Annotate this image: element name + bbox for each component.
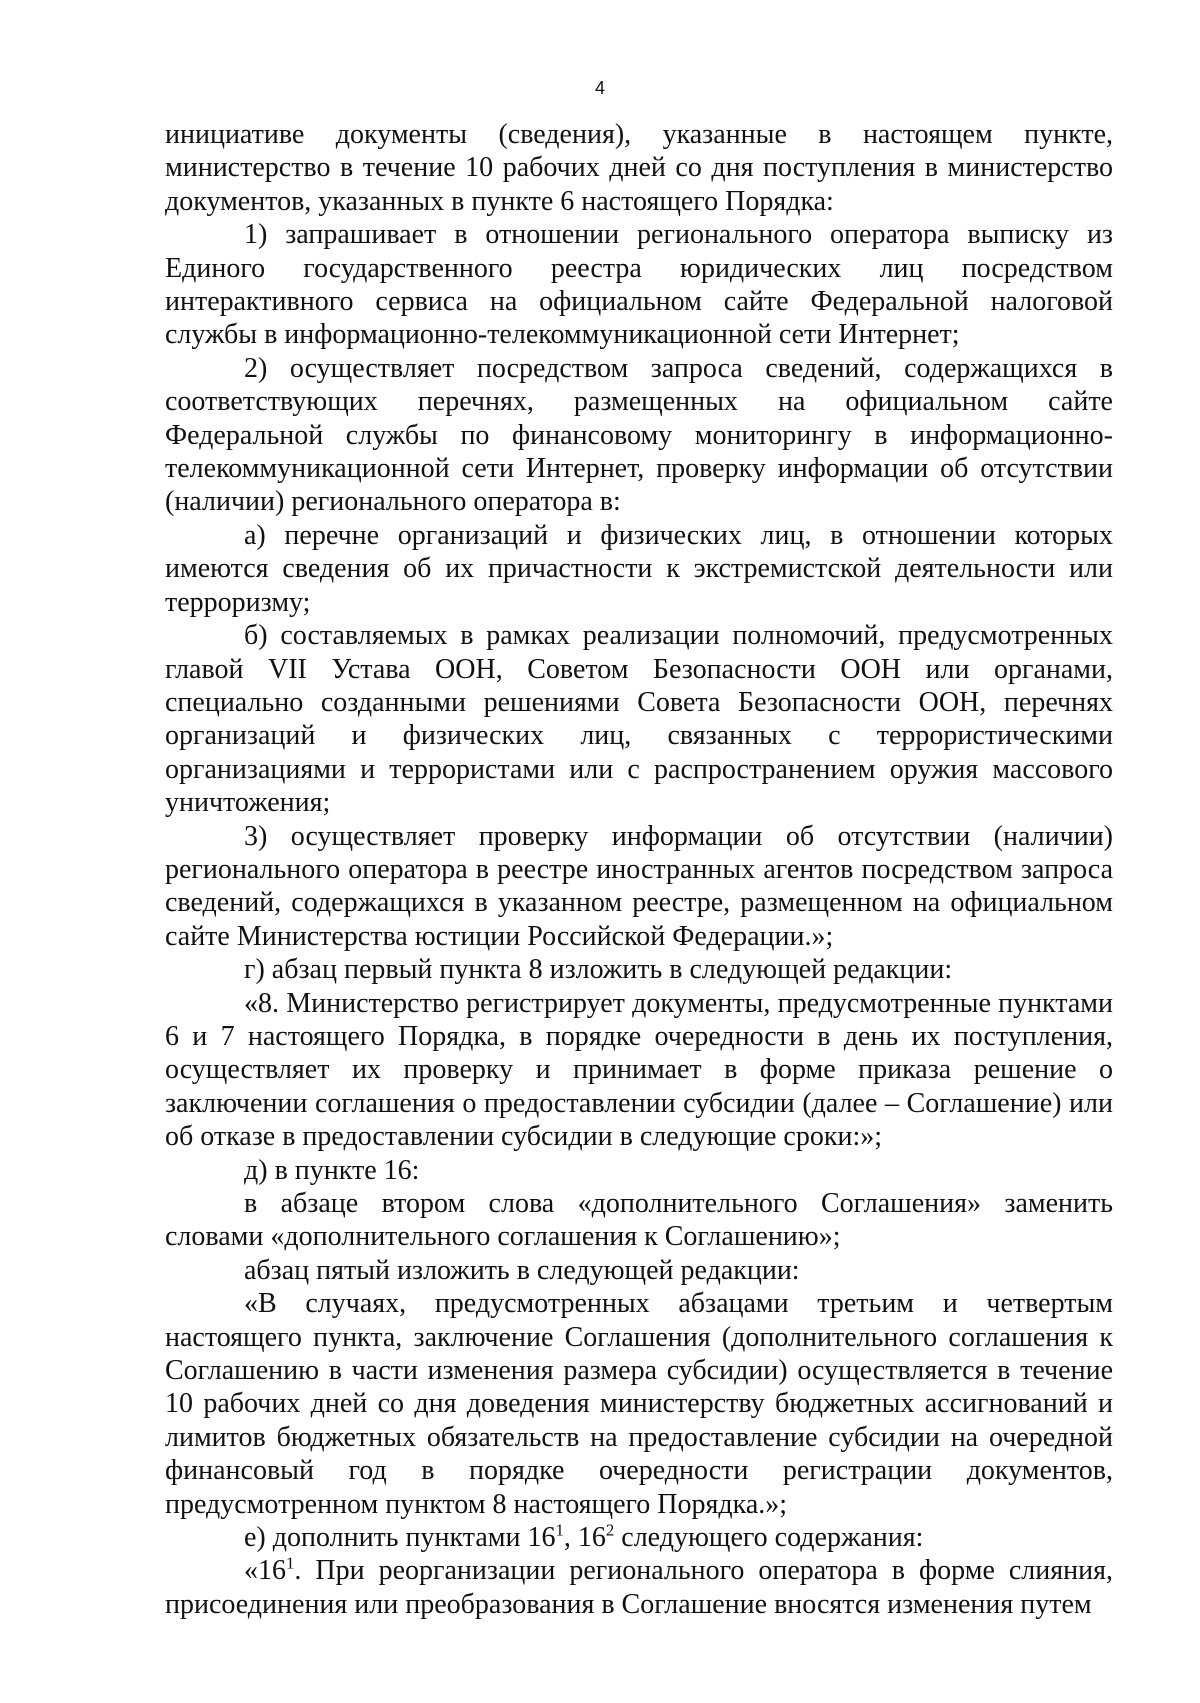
- superscript: 2: [605, 1520, 615, 1540]
- paragraph: а) перечне организаций и физических лиц, в отношении которых имеются сведения об их причастности к экстремистской деятельности или терроризму;: [165, 519, 1113, 618]
- paragraph-16-1: [165, 1554, 1113, 1621]
- paragraph: инициативе документы (сведения), указанные в настоящем пункте, министерство в течение 10 рабочих дней со дня поступления в министерство документов, указанных в пункте 6 настоящего Порядка:: [165, 119, 1113, 217]
- text-run: , 16: [563, 1522, 606, 1554]
- paragraph: 3) осуществляет проверку информации об отсутствии (наличии) регионального оператора в реестре иностранных агентов посредством запроса сведений, содержащихся в указанном реестре, размещенном на официальном сайте Министерства юстиции Российской Федерации.»;: [165, 820, 1113, 952]
- paragraph: «В случаях, предусмотренных абзацами третьим и четвертым настоящего пункта, заключение Соглашения (дополнительного соглашения к Соглашению в части изменения размера субсидии) осуществляется в течение 10 рабочих дней со дня доведения министерству бюджетных ассигнований и лимитов бюджетных обязательств на предоставление субсидии на очередной финансовый год в порядке очередности регистрации документов, предусмотренном пунктом 8 настоящего Порядка.»;: [165, 1288, 1113, 1520]
- paragraph: д) в пункте 16:: [244, 1154, 420, 1186]
- text-run: «16: [244, 1555, 286, 1587]
- text-run: следующего содержания:: [614, 1522, 924, 1554]
- page-number: 4: [594, 78, 605, 98]
- text-run: . При реорганизации регионального оператора в форме слияния, присоединения или преобразования в Соглашение вносятся изменения путем: [165, 1555, 1113, 1620]
- paragraph: 1) запрашивает в отношении регионального оператора выписку из Единого государственного реестра юридических лиц посредством интерактивного сервиса на официальном сайте Федеральной налоговой службы в информационно-телекоммуникационной сети Интернет;: [165, 219, 1113, 351]
- paragraph: г) абзац первый пункта 8 изложить в следующей редакции:: [244, 954, 953, 986]
- text-run: е) дополнить пунктами 16: [244, 1522, 556, 1554]
- paragraph: «8. Министерство регистрирует документы, предусмотренные пунктами 6 и 7 настоящего Порядка, в порядке очередности в день их поступления, осуществляет их проверку и принимает в форме приказа решение о заключении соглашения о предоставлении субсидии (далее – Соглашение) или об отказе в предоставлении субсидии в следующие сроки:»;: [165, 987, 1113, 1153]
- paragraph: 2) осуществляет посредством запроса сведений, содержащихся в соответствующих перечнях, размещенных на официальном сайте Федеральной службы по финансовому мониторингу в информационно-телекоммуникационной сети Интернет, проверку информации об отсутствии (наличии) регионального оператора в:: [165, 352, 1113, 518]
- paragraph: б) составляемых в рамках реализации полномочий, предусмотренных главой VII Устава ООН, Советом Безопасности ООН или органами, специально созданными решениями Совета Безопасности ООН, перечнях организаций и физических лиц, связанных с террористическими организациями и террористами или с распространением оружия массового уничтожения;: [165, 620, 1113, 819]
- paragraph: абзац пятый изложить в следующей редакции:: [244, 1254, 800, 1286]
- superscript: 1: [286, 1554, 295, 1574]
- paragraph: в абзаце втором слова «дополнительного Соглашения» заменить словами «дополнительного соглашения к Соглашению»;: [165, 1188, 1113, 1253]
- paragraph-e: [165, 1521, 1113, 1554]
- document-body: [165, 118, 1113, 1621]
- superscript: 1: [555, 1520, 564, 1540]
